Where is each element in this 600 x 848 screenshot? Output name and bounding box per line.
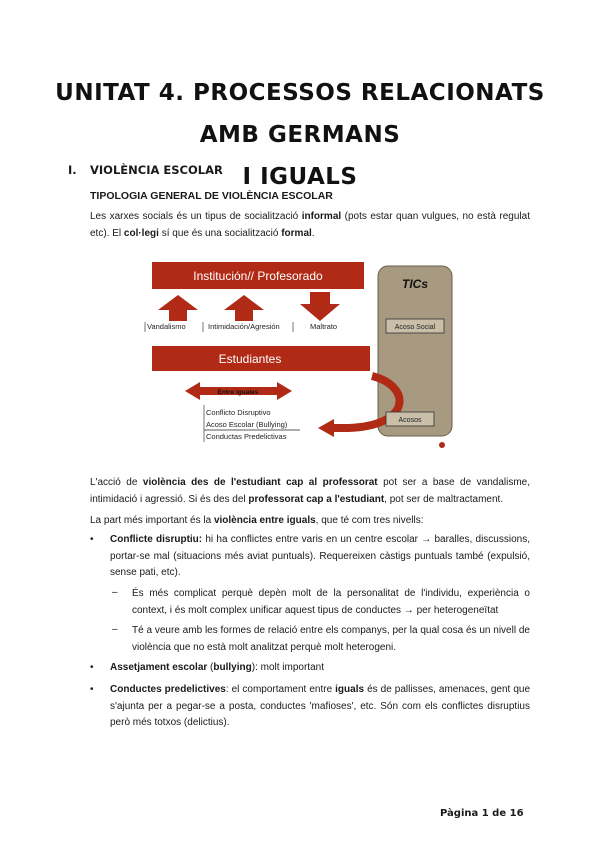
harass-curve-arrowhead	[318, 419, 334, 437]
p1-text-c: (pots estar quan vulgues, no està regulat etc). El	[90, 211, 530, 239]
p2-bold-a: violència des de l'estudiant cap al professorat	[142, 477, 378, 488]
between-equals-label: Entre iguales	[217, 389, 259, 396]
p3-text-a: La part més important és la	[90, 515, 214, 526]
p1-bold-informal: informal	[301, 211, 342, 222]
bullet-dot-2: •	[90, 662, 94, 673]
bullet-bullying-open: (	[207, 662, 214, 673]
paragraph-2	[90, 475, 530, 508]
tics-box	[378, 266, 452, 436]
p2-text-a: L'acció de	[90, 477, 143, 488]
dash-2: –	[112, 624, 118, 635]
social-harass-label: Acoso Social	[394, 324, 436, 331]
bullet-predelictive-title: Conductes predelictives	[110, 684, 226, 695]
page-title	[40, 72, 560, 198]
p1-bold-formal: formal	[281, 227, 312, 239]
p2-text-e: , pot ser de maltractament.	[384, 493, 504, 505]
title-line-2: I IGUALS	[242, 164, 358, 190]
tics-label: TICs	[401, 277, 429, 291]
small-mark	[439, 442, 445, 448]
mistreat-label: Maltrato	[310, 322, 338, 331]
p1-text-e: sí que és una socialització	[158, 227, 282, 239]
p3-bold: violència entre iguals	[213, 515, 316, 526]
bullet-bullying-term: bullying	[213, 662, 252, 673]
title-line-1: UNITAT 4. PROCESSOS RELACIONATS AMB GERMANS	[55, 80, 545, 148]
bullet-dot-3: •	[90, 684, 94, 695]
p1-bold-college: col·legi	[123, 227, 159, 239]
p2-bold-b: professorat cap a l'estudiant	[248, 493, 385, 505]
p1-text-a: Les xarxes socials és un tipus de socialització	[90, 211, 302, 222]
p1-text-g: .	[311, 227, 315, 239]
bullet-conflict-text: hi ha conflictes entre varis en un centre escolar → baralles, discussions, portar-se mal (situacions més aviat puntuals). Requereixen càstigs puntuals també (expulsió, sense pati, etc).	[110, 534, 530, 578]
intimidation-arrow	[224, 295, 264, 321]
bullet-predelictive	[110, 682, 530, 732]
page-number: Pàgina 1 de 16	[440, 808, 524, 819]
conflict-label: Conflicto Disruptivo	[206, 408, 271, 417]
dash-1: –	[112, 587, 118, 598]
bullet-predelictive-text-d: és de pallisses, amenaces, gent que s'ajunta per a pegar-se a posta, conductes 'mafioses', etc. Són com els conflictes disruptius però més totxos (delictius).	[110, 684, 531, 728]
bullet-dot-1: •	[90, 534, 94, 545]
bullying-label: Acoso Escolar (Bullying)	[206, 420, 288, 429]
bullet-bullying	[110, 660, 530, 677]
students-label: Estudiantes	[218, 352, 282, 366]
section-heading	[68, 163, 223, 177]
p3-text-c: , que té com tres nivells:	[315, 515, 424, 526]
bullet-bullying-title: Assetjament escolar	[110, 662, 208, 673]
section-label: VIOLÈNCIA ESCOLAR	[90, 163, 223, 177]
intimidation-label: Intimidación/Agresión	[208, 322, 280, 331]
bullet-bullying-text: ): molt important	[251, 662, 324, 673]
mistreat-arrow	[300, 292, 340, 321]
subheading: TIPOLOGIA GENERAL DE VIOLÈNCIA ESCOLAR	[90, 190, 333, 202]
bullet-predelictive-text-b: : el comportament entre	[225, 684, 336, 695]
bullet-conflict	[110, 532, 530, 582]
predelictive-label: Conductas Predelictivas	[206, 432, 287, 441]
section-number: I.	[68, 163, 77, 177]
bullet-conflict-title: Conflicte disruptiu:	[110, 534, 203, 545]
institution-label: Institución// Profesorado	[193, 269, 323, 283]
paragraph-1	[90, 209, 530, 242]
p2-text-c: pot ser a base de vandalisme, intimidació i agressió. Si és des del	[90, 477, 530, 505]
vandalism-label: Vandalismo	[147, 322, 186, 331]
paragraph-3	[90, 513, 530, 530]
violence-diagram	[140, 258, 455, 453]
harass-label: Acosos	[398, 417, 422, 424]
dash-item-2: Té a veure amb les formes de relació entre els companys, per la qual cosa és un nivell de violència que no està molt analitzat perquè molt heterogeni.	[132, 625, 530, 653]
vandalism-arrow	[158, 295, 198, 321]
bullet-predelictive-bold: iguals	[335, 684, 365, 695]
dash-item-1: És més complicat perquè depèn molt de la personalitat de l'individu, experiència o context, i és molt complex unificar aquest tipus de conductes → per heterogeneïtat	[132, 588, 530, 616]
